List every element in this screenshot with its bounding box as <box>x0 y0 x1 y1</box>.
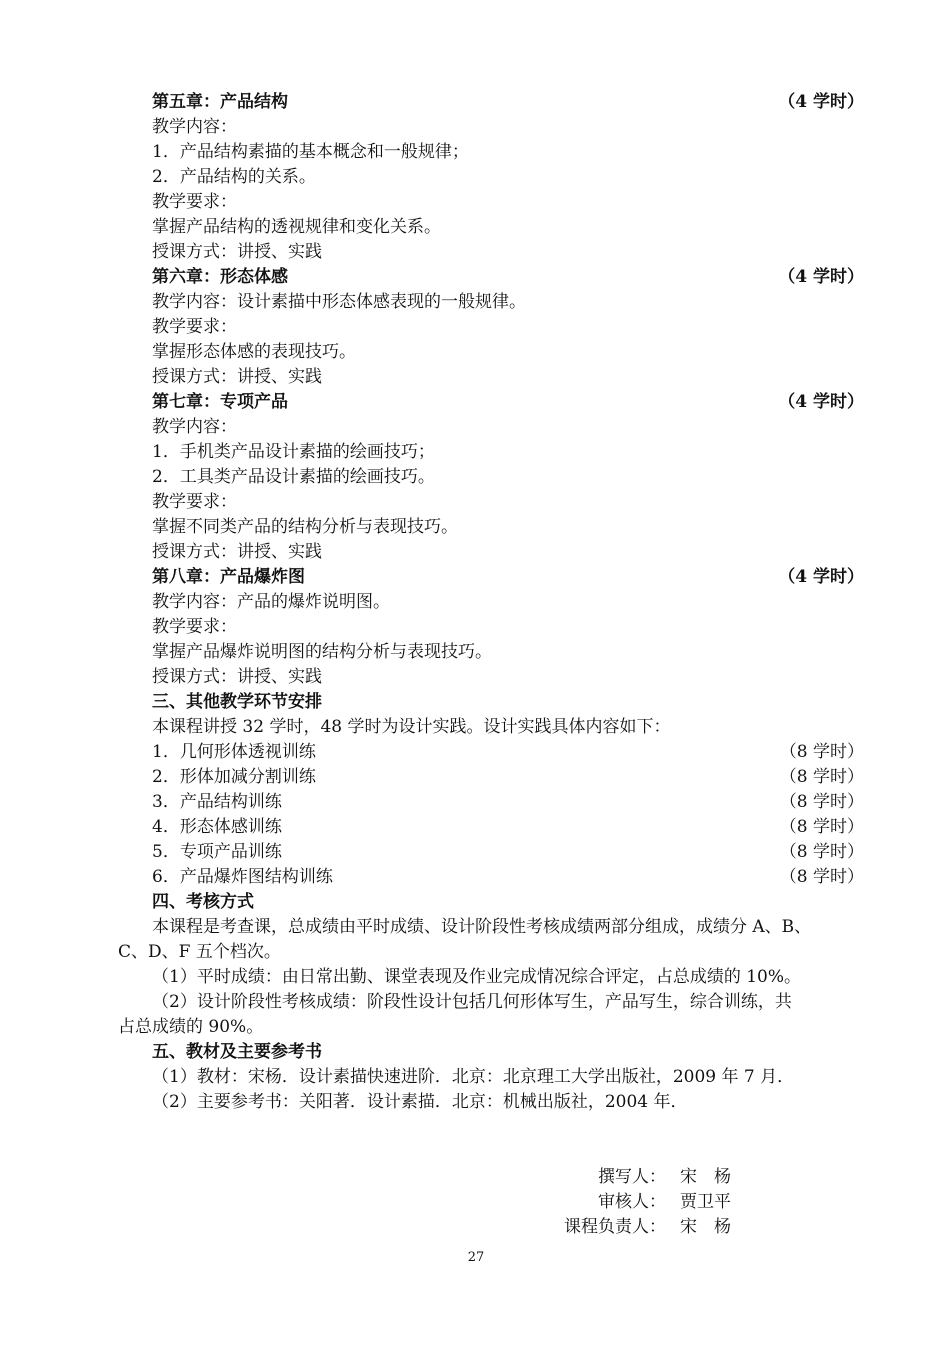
practice-item: 4．形态体感训练 <box>152 817 282 837</box>
content-label: 教学内容： <box>152 417 237 437</box>
practice-hours: （8 学时） <box>779 817 864 837</box>
section-heading: 四、考核方式 <box>152 892 254 912</box>
assessment-paragraph: 本课程是考查课，总成绩由平时成绩、设计阶段性考核成绩两部分组成，成绩分 A、B、 <box>152 917 812 937</box>
chapter-hours: （4 学时） <box>778 392 864 412</box>
requirement-text: 掌握产品爆炸说明图的结构分析与表现技巧。 <box>152 642 492 662</box>
requirement-label: 教学要求： <box>152 192 237 212</box>
chapter-title: 第八章：产品爆炸图 <box>152 567 305 587</box>
requirement-text: 掌握产品结构的透视规律和变化关系。 <box>152 217 441 237</box>
section-intro: 本课程讲授 32 学时，48 学时为设计实践。设计实践具体内容如下： <box>152 717 671 737</box>
teaching-method: 授课方式：讲授、实践 <box>152 667 322 687</box>
section-heading: 三、其他教学环节安排 <box>152 692 322 712</box>
practice-hours: （8 学时） <box>779 867 864 887</box>
chapter-title: 第七章：专项产品 <box>152 392 288 412</box>
practice-item: 3．产品结构训练 <box>152 792 282 812</box>
practice-hours: （8 学时） <box>779 742 864 762</box>
practice-item: 1．几何形体透视训练 <box>152 742 316 762</box>
owner-label: 课程负责人： <box>564 1217 666 1237</box>
reference-item: （1）教材：宋杨．设计素描快速进阶．北京：北京理工大学出版社，2009 年 7 月． <box>152 1067 795 1087</box>
owner-name: 宋 杨 <box>680 1217 731 1237</box>
writer-label: 撰写人： <box>598 1167 666 1187</box>
practice-item: 2．形体加减分割训练 <box>152 767 316 787</box>
chapter-hours: （4 学时） <box>778 92 864 112</box>
content-label: 教学内容： <box>152 117 237 137</box>
practice-hours: （8 学时） <box>779 767 864 787</box>
content-item: 2．产品结构的关系。 <box>152 167 316 187</box>
requirement-text: 掌握不同类产品的结构分析与表现技巧。 <box>152 517 458 537</box>
reviewer-name: 贾卫平 <box>680 1192 731 1212</box>
page-number: 27 <box>467 1250 485 1265</box>
requirement-text: 掌握形态体感的表现技巧。 <box>152 342 356 362</box>
assessment-regular: （1）平时成绩：由日常出勤、课堂表现及作业完成情况综合评定，占总成绩的 10%。 <box>152 967 802 987</box>
section-heading: 五、教材及主要参考书 <box>152 1042 322 1062</box>
reference-item: （2）主要参考书：关阳著．设计素描．北京：机械出版社，2004 年． <box>152 1092 688 1112</box>
chapter-hours: （4 学时） <box>778 267 864 287</box>
assessment-paragraph-cont: C、D、F 五个档次。 <box>118 942 281 962</box>
requirement-label: 教学要求： <box>152 317 237 337</box>
practice-item: 5．专项产品训练 <box>152 842 282 862</box>
reviewer-label: 审核人： <box>598 1192 666 1212</box>
requirement-label: 教学要求： <box>152 492 237 512</box>
content-item: 1．手机类产品设计素描的绘画技巧； <box>152 442 435 462</box>
chapter-hours: （4 学时） <box>778 567 864 587</box>
chapter-title: 第六章：形态体感 <box>152 267 288 287</box>
chapter-title: 第五章：产品结构 <box>152 92 288 112</box>
teaching-method: 授课方式：讲授、实践 <box>152 367 322 387</box>
practice-hours: （8 学时） <box>779 792 864 812</box>
requirement-label: 教学要求： <box>152 617 237 637</box>
assessment-stage: （2）设计阶段性考核成绩：阶段性设计包括几何形体写生，产品写生，综合训练，共 <box>152 992 792 1012</box>
practice-item: 6．产品爆炸图结构训练 <box>152 867 333 887</box>
practice-hours: （8 学时） <box>779 842 864 862</box>
content-text: 教学内容：产品的爆炸说明图。 <box>152 592 390 612</box>
teaching-method: 授课方式：讲授、实践 <box>152 542 322 562</box>
content-item: 2．工具类产品设计素描的绘画技巧。 <box>152 467 435 487</box>
content-text: 教学内容：设计素描中形态体感表现的一般规律。 <box>152 292 526 312</box>
content-item: 1．产品结构素描的基本概念和一般规律； <box>152 142 469 162</box>
writer-name: 宋 杨 <box>680 1167 731 1187</box>
assessment-stage-cont: 占总成绩的 90%。 <box>118 1017 264 1037</box>
teaching-method: 授课方式：讲授、实践 <box>152 242 322 262</box>
